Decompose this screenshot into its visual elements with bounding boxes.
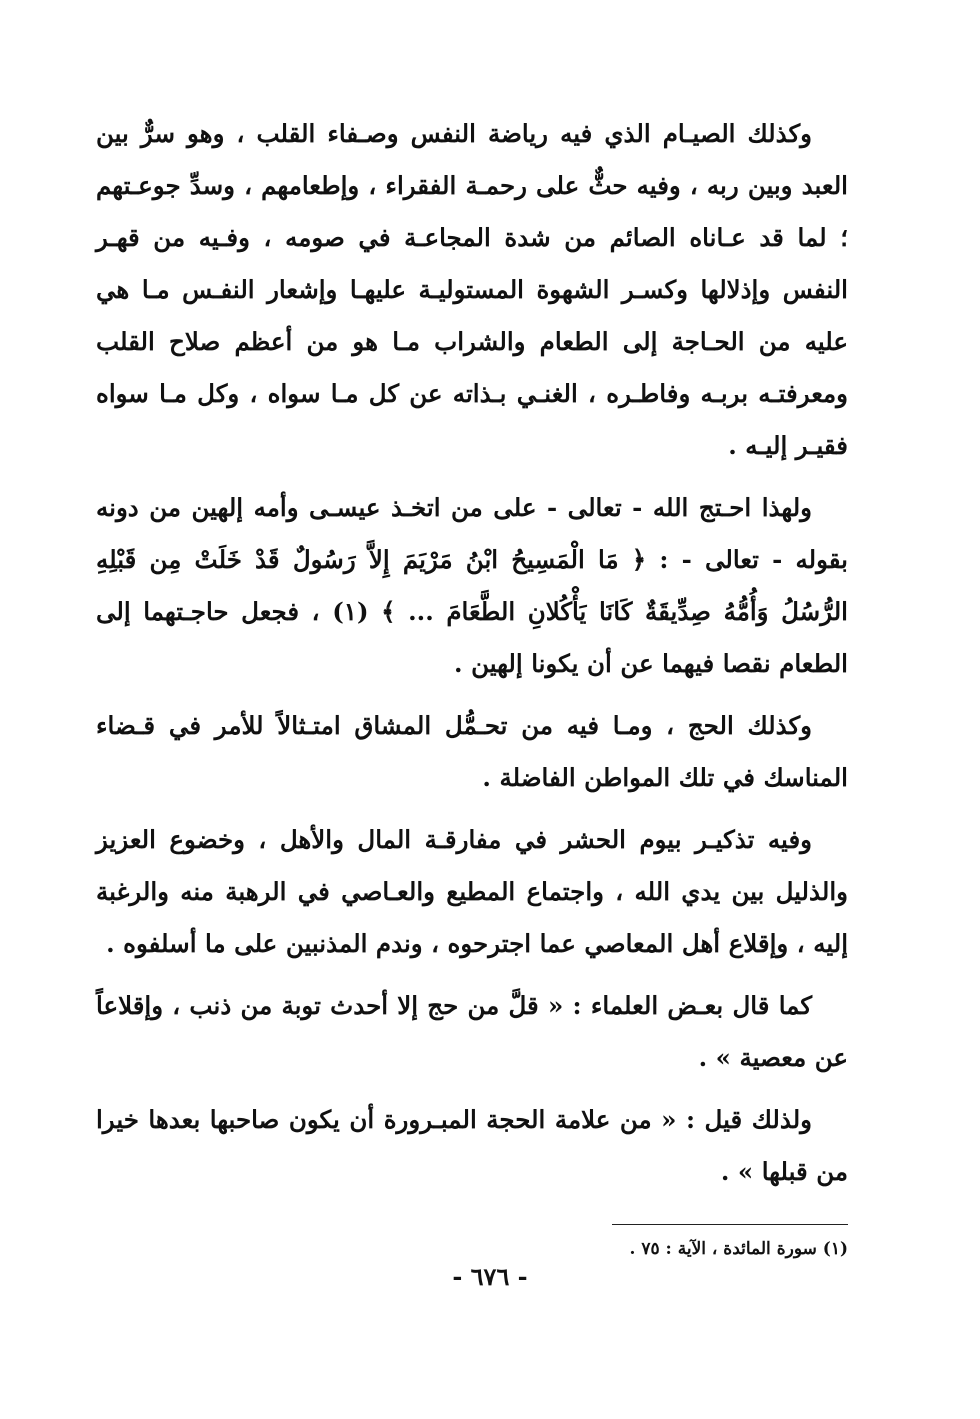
paragraph-scholars-quote: كما قال بعـض العلماء : « قلَّ من حج إلا أحدث توبة من ذنب ، وإقلاعاً عن معصية » . xyxy=(96,991,848,1072)
paragraph-hajj: وكذلك الحج ، ومـا فيه من تحـمُّل المشاق امتـثالاً للأمر في قـضاء المناسك في تلك المواطن الفاضلة . xyxy=(96,711,848,792)
paragraph-day-of-gathering: وفيه تذكيـر بيوم الحشر في مفارقـة المال والأهل ، وخضوع العزيز والذليل بين يدي الله ، واجتماع المطيع والعـاصي في الرهبة منه والرغبة إليه ، وإقلاع أهل المعاصي عما اجترحوه ، وندم المذنبين على ما أسلفوه . xyxy=(96,825,848,958)
paragraph-quran-verse: ولهذا احـتج الله - تعالى - على من اتخـذ عيسـى وأمه إلهين من دونه بقوله - تعالى - : ﴿ مَا الْمَسِيحُ ابْنُ مَرْيَمَ إِلاَّ رَسُولٌ قَدْ خَلَتْ مِن قَبْلِهِ الرُّسُلُ وَأُمُّهُ صِدِّيقَةٌ كَانَا يَأْكُلانِ الطَّعَامَ ... ﴾ (١) ، فجعل حاجـتهما إلى الطعام نقصا فيهما عن أن يكونا إلهين . xyxy=(96,493,848,678)
paragraph-accepted-hajj: ولذلك قيل : « من علامة الحجة المبـرورة أن يكون صاحبها بعدها خيرا من قبلها » . xyxy=(96,1105,848,1186)
page-number: - ٦٧٦ - xyxy=(452,1262,528,1291)
footnote: (١) سورة المائدة ، الآية : ٧٥ . xyxy=(629,1239,848,1259)
paragraph-fasting: وكذلك الصيـام الذي فيه رياضة النفس وصـفاء القلب ، وهو سرٌّ بين العبد وبين ربه ، وفيه حثٌّ على رحمـة الفقراء ، وإطعامهم ، وسدِّ جوعـتهم ؛ لما قد عـاناه الصائم من شدة المجاعـة في صومه ، وفـيه من قهـر النفس وإذلالها وكسـر الشهوة المستوليـة عليهـا وإشعار النفـس مـا هي عليه من الحـاجة إلى الطعام والشراب مـا هو من أعظم صلاح القلب ومعرفتـه بربـه وفاطـره ، الغنـي بـذاته عن كل مـا سواه ، وكل مـا سواه فقيـر إليـه . xyxy=(96,119,848,460)
document-page xyxy=(96,108,848,1263)
body-text xyxy=(96,108,848,1198)
footnote-divider xyxy=(612,1224,848,1225)
